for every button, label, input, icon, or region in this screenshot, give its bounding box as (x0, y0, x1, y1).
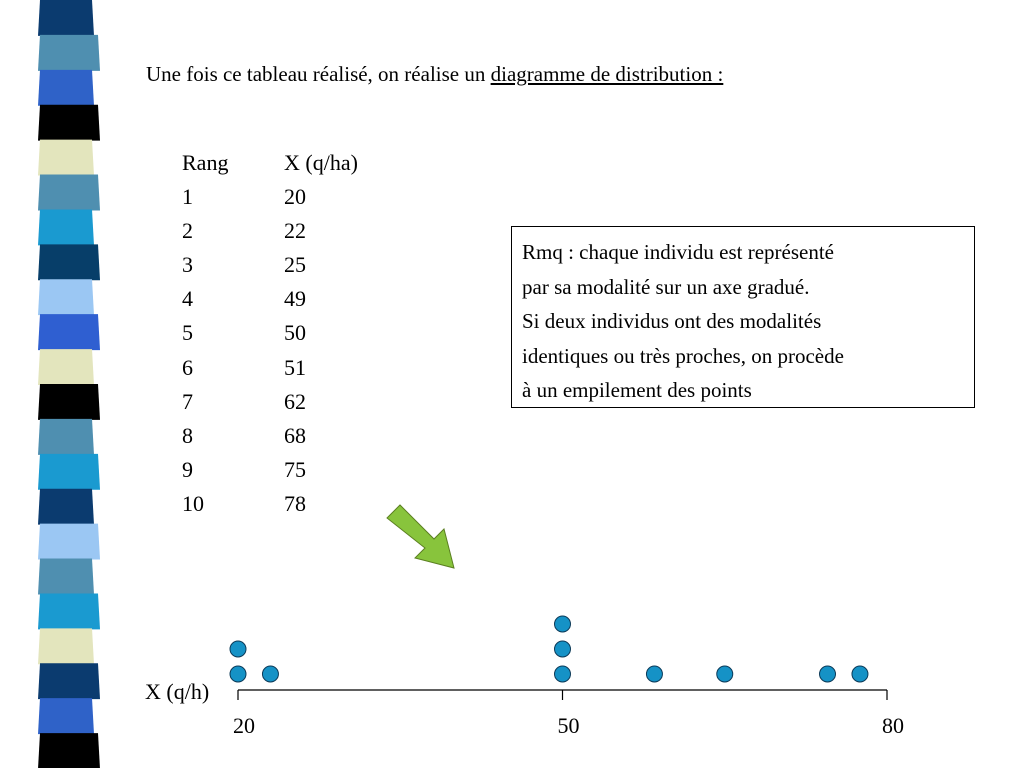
cell-rank: 10 (182, 490, 204, 516)
cell-x: 25 (284, 252, 306, 278)
remark-line: à un empilement des points (522, 378, 752, 402)
cell-rank: 2 (182, 218, 193, 244)
data-point (230, 666, 246, 682)
remark-line: Rmq : chaque individu est représenté (522, 240, 834, 264)
cell-rank: 7 (182, 388, 193, 414)
cell-x: 20 (284, 184, 306, 210)
header-rank: Rang (182, 150, 229, 175)
cell-x: 75 (284, 456, 306, 482)
data-point (852, 666, 868, 682)
data-point (555, 666, 571, 682)
remark-line: identiques ou très proches, on procède (522, 343, 844, 368)
data-point (555, 616, 571, 632)
cell-rank: 6 (182, 354, 193, 380)
cell-x: 51 (284, 354, 306, 380)
cell-rank: 8 (182, 422, 193, 448)
cell-x: 68 (284, 422, 306, 448)
data-point (717, 666, 733, 682)
header-x: X (q/ha) (284, 150, 358, 175)
cell-rank: 9 (182, 456, 193, 482)
cell-x: 62 (284, 388, 306, 414)
remark-line: par sa modalité sur un axe gradué. (522, 274, 810, 299)
cell-x: 50 (284, 320, 306, 346)
data-point (646, 666, 662, 682)
cell-rank: 5 (182, 320, 193, 346)
title-underlined: diagramme de distribution : (490, 62, 724, 86)
remark-line: Si deux individus ont des modalités (522, 309, 822, 333)
data-point (820, 666, 836, 682)
cell-x: 78 (284, 490, 306, 516)
data-point (230, 641, 246, 657)
cell-rank: 4 (182, 286, 193, 312)
data-point (262, 666, 278, 682)
cell-rank: 1 (182, 184, 193, 210)
x-axis-label: X (q/h) (145, 679, 210, 704)
x-tick-label: 20 (233, 713, 255, 738)
x-tick-label: 80 (882, 713, 904, 738)
cell-x: 49 (284, 286, 306, 312)
title-prefix: Une fois ce tableau réalisé, on réalise un (146, 62, 491, 86)
cell-x: 22 (284, 218, 306, 244)
x-tick-label: 50 (557, 713, 580, 738)
cell-rank: 3 (182, 252, 193, 278)
data-point (555, 641, 571, 657)
